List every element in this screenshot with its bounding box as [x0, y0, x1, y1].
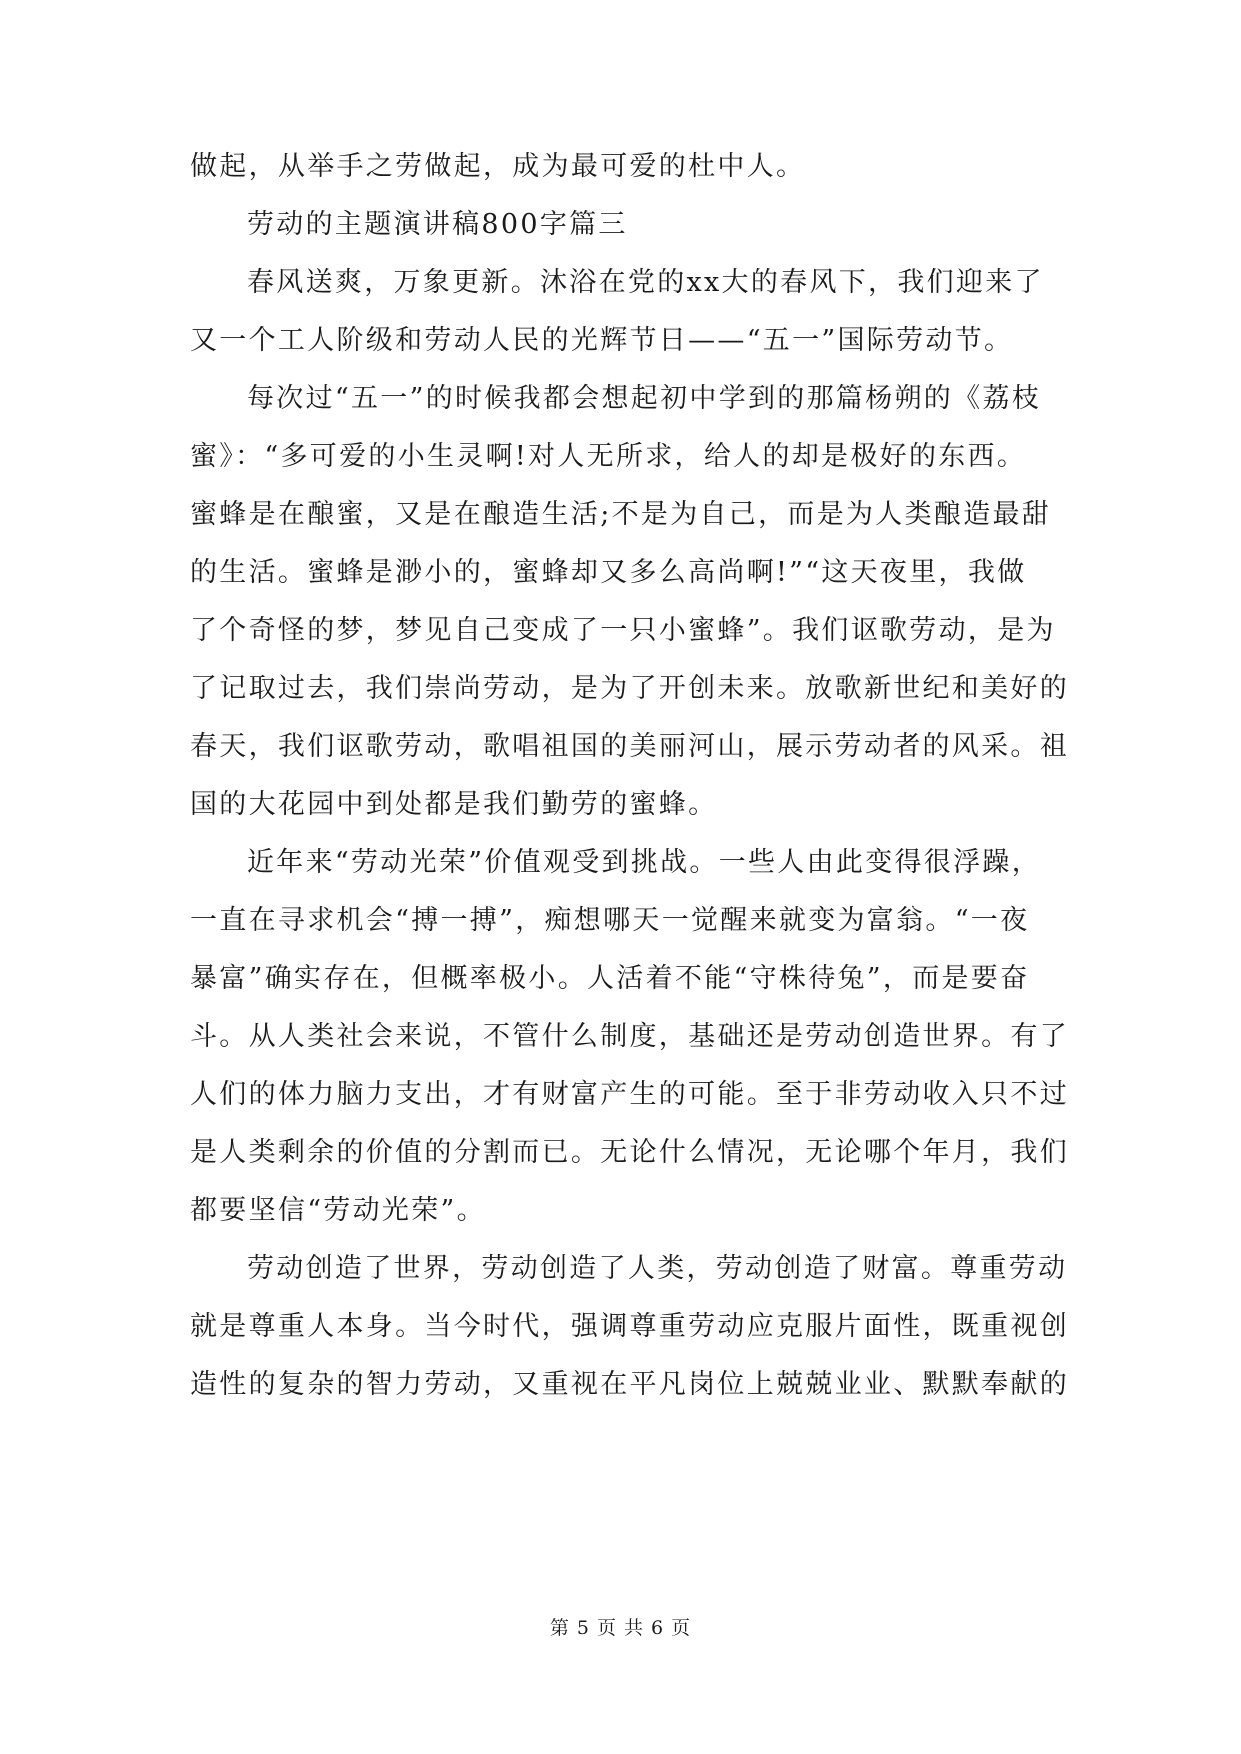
text-line: 是人类剩余的价值的分割而已。无论什么情况，无论哪个年月，我们 — [190, 1137, 1069, 1168]
text-line: 又一个工人阶级和劳动人民的光辉节日——“五一”国际劳动节。 — [190, 325, 1014, 356]
text-line: 造性的复杂的智力劳动，又重视在平凡岗位上兢兢业业、默默奉献的 — [190, 1369, 1069, 1400]
text-line: 的生活。蜜蜂是渺小的，蜜蜂却又多么高尚啊!”“这天夜里，我做 — [190, 557, 1027, 588]
page-number: 第 5 页 共 6 页 — [549, 1617, 692, 1639]
text-line: 就是尊重人本身。当今时代，强调尊重劳动应克服片面性，既重视创 — [190, 1311, 1069, 1342]
text-line: 每次过“五一”的时候我都会想起初中学到的那篇杨朔的《荔枝 — [247, 383, 1042, 414]
text-line: 蜜蜂是在酿蜜，又是在酿造生活;不是为自己，而是为人类酿造最甜 — [190, 499, 1052, 530]
text-line: 了记取过去，我们崇尚劳动，是为了开创未来。放歌新世纪和美好的 — [190, 673, 1069, 704]
text-line: 都要坚信“劳动光荣”。 — [190, 1195, 486, 1226]
text-line: 蜜》：“多可爱的小生灵啊!对人无所求，给人的却是极好的东西。 — [190, 441, 1027, 472]
text-line: 春天，我们讴歌劳动，歌唱祖国的美丽河山，展示劳动者的风采。祖 — [190, 731, 1069, 762]
section-heading: 劳动的主题演讲稿800字篇三 — [247, 209, 628, 240]
text-line: 了个奇怪的梦，梦见自己变成了一只小蜜蜂”。我们讴歌劳动，是为 — [190, 615, 1056, 646]
text-line: 做起，从举手之劳做起，成为最可爱的杜中人。 — [190, 151, 806, 182]
text-line: 人们的体力脑力支出，才有财富产生的可能。至于非劳动收入只不过 — [190, 1079, 1069, 1110]
text-line: 近年来“劳动光荣”价值观受到挑战。一些人由此变得很浮躁， — [247, 847, 1042, 878]
text-line: 春风送爽，万象更新。沐浴在党的xx大的春风下，我们迎来了 — [247, 267, 1044, 298]
text-line: 暴富”确实存在，但概率极小。人活着不能“守株待兔”，而是要奋 — [190, 963, 1030, 994]
text-line: 斗。从人类社会来说，不管什么制度，基础还是劳动创造世界。有了 — [190, 1021, 1069, 1052]
text-line: 劳动创造了世界，劳动创造了人类，劳动创造了财富。尊重劳动 — [247, 1253, 1068, 1284]
text-line: 国的大花园中到处都是我们勤劳的蜜蜂。 — [190, 789, 718, 820]
text-line: 一直在寻求机会“搏一搏”，痴想哪天一觉醒来就变为富翁。“一夜 — [190, 905, 1030, 936]
